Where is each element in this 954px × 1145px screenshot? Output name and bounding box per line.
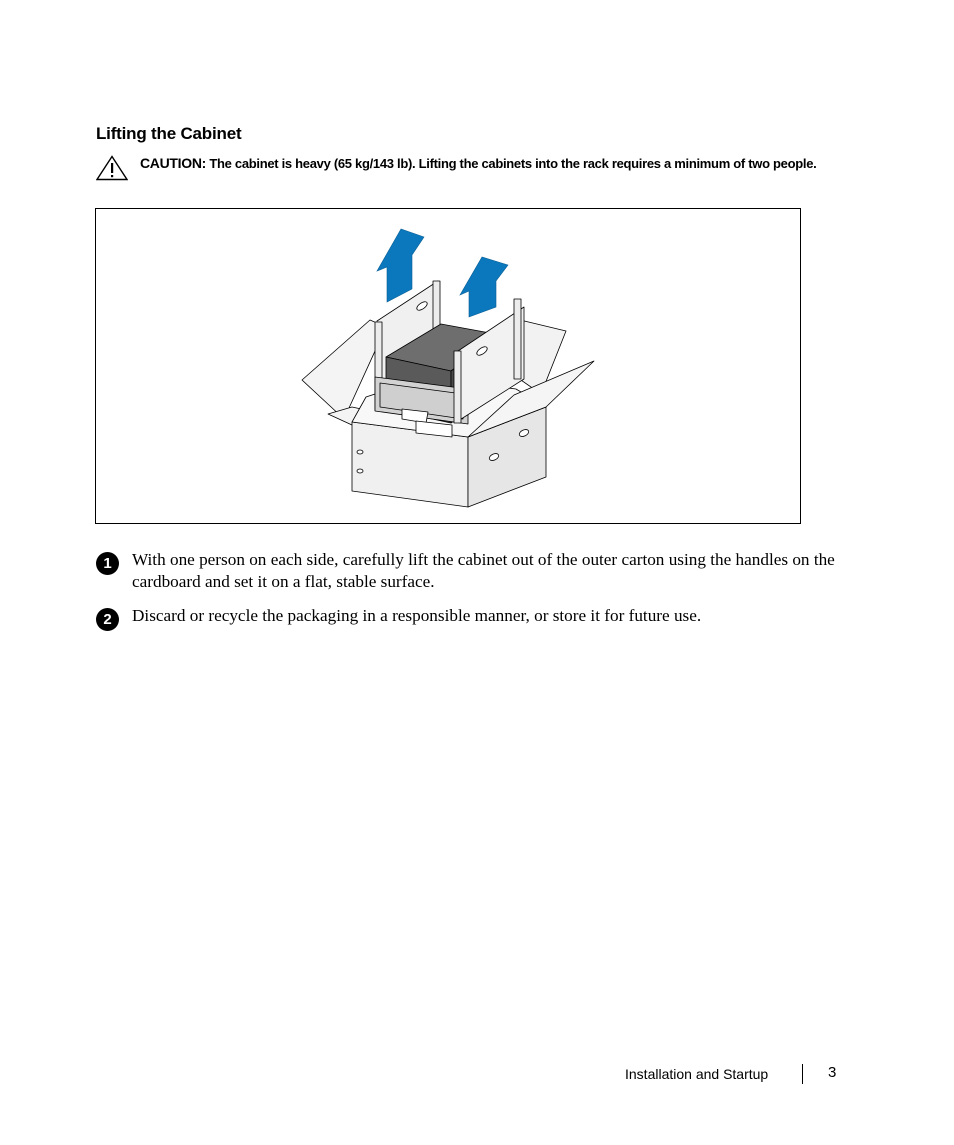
- lifting-illustration: [95, 208, 801, 524]
- step-text: With one person on each side, carefully lift the cabinet out of the outer carton using the handles on the cardboard and set it on a flat, stable surface.: [132, 550, 835, 591]
- footer-section-title: Installation and Startup: [625, 1066, 769, 1082]
- warning-triangle-icon: [96, 155, 128, 181]
- caution-label: CAUTION:: [140, 155, 207, 171]
- step-number-badge: 2: [96, 608, 119, 631]
- page-number: 3: [828, 1064, 837, 1081]
- cabinet-in-carton-illustration: [96, 209, 802, 525]
- step-text: Discard or recycle the packaging in a responsible manner, or store it for future use.: [132, 606, 702, 625]
- footer-divider: [802, 1064, 803, 1084]
- section-heading: Lifting the Cabinet: [96, 124, 242, 143]
- caution-text: The cabinet is heavy (65 kg/143 lb). Lifting the cabinets into the rack requires a minimum of two people.: [209, 156, 817, 171]
- step-number-badge: 1: [96, 552, 119, 575]
